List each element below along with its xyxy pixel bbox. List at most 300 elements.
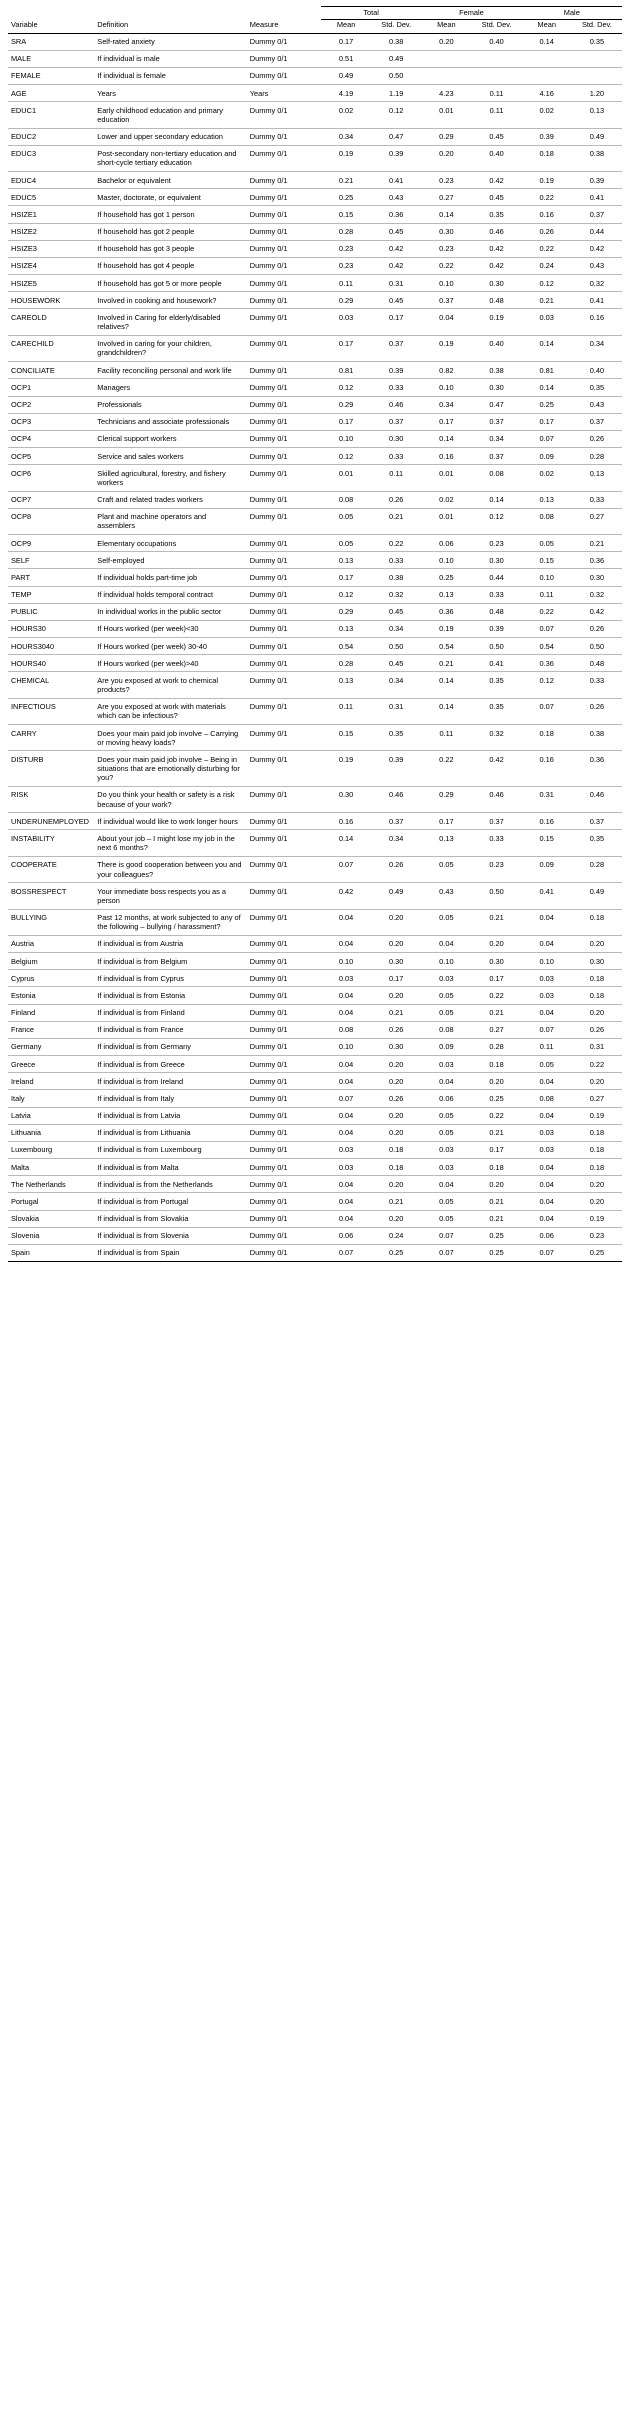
cell-female-mean: 0.14	[421, 430, 471, 447]
column-header-female-sd: Std. Dev.	[471, 20, 521, 34]
cell-male-sd: 0.32	[572, 586, 622, 603]
cell-variable: Italy	[8, 1090, 94, 1107]
cell-male-mean: 0.05	[522, 535, 572, 552]
cell-female-sd: 0.11	[471, 85, 521, 102]
cell-total-sd: 0.39	[371, 751, 421, 787]
cell-male-mean: 0.18	[522, 145, 572, 171]
cell-male-sd: 0.37	[572, 206, 622, 223]
cell-measure: Dummy 0/1	[247, 206, 321, 223]
table-row	[8, 362, 622, 379]
cell-variable: Latvia	[8, 1107, 94, 1124]
cell-total-mean: 0.07	[321, 1244, 371, 1261]
table-row	[8, 67, 622, 84]
table-row	[8, 1176, 622, 1193]
table-row	[8, 698, 622, 724]
cell-female-sd: 0.32	[471, 725, 521, 751]
cell-total-sd: 0.11	[371, 465, 421, 491]
cell-measure: Dummy 0/1	[247, 491, 321, 508]
cell-female-mean: 0.02	[421, 491, 471, 508]
cell-measure: Dummy 0/1	[247, 1227, 321, 1244]
cell-male-sd: 0.22	[572, 1056, 622, 1073]
cell-female-sd: 0.22	[471, 987, 521, 1004]
cell-total-mean: 0.02	[321, 102, 371, 128]
cell-female-sd: 0.22	[471, 1107, 521, 1124]
cell-male-sd: 0.20	[572, 1193, 622, 1210]
cell-definition: Craft and related trades workers	[94, 491, 246, 508]
cell-female-sd: 0.42	[471, 257, 521, 274]
cell-definition: In individual works in the public sector	[94, 603, 246, 620]
cell-measure: Dummy 0/1	[247, 1038, 321, 1055]
cell-variable: TEMP	[8, 586, 94, 603]
cell-variable: Luxembourg	[8, 1141, 94, 1158]
cell-male-sd: 0.39	[572, 172, 622, 189]
cell-male-mean: 0.24	[522, 257, 572, 274]
cell-total-sd: 0.36	[371, 206, 421, 223]
table-row	[8, 491, 622, 508]
cell-female-mean: 0.03	[421, 1159, 471, 1176]
cell-definition: Does your main paid job involve – Carrying or moving heavy loads?	[94, 725, 246, 751]
cell-female-sd: 0.40	[471, 33, 521, 50]
table-row	[8, 85, 622, 102]
cell-total-sd: 0.32	[371, 586, 421, 603]
cell-total-mean: 0.04	[321, 1073, 371, 1090]
cell-total-mean: 0.03	[321, 970, 371, 987]
cell-total-mean: 0.49	[321, 67, 371, 84]
cell-male-mean: 0.15	[522, 830, 572, 856]
column-header-male-sd: Std. Dev.	[572, 20, 622, 34]
cell-measure: Dummy 0/1	[247, 638, 321, 655]
cell-male-sd: 0.48	[572, 655, 622, 672]
cell-definition: If individual is from Slovakia	[94, 1210, 246, 1227]
cell-male-sd: 0.26	[572, 698, 622, 724]
cell-female-sd: 0.21	[471, 1004, 521, 1021]
cell-total-sd: 0.18	[371, 1159, 421, 1176]
cell-definition: If individual is female	[94, 67, 246, 84]
cell-variable: SRA	[8, 33, 94, 50]
table-row	[8, 102, 622, 128]
cell-female-sd: 0.38	[471, 362, 521, 379]
cell-measure: Dummy 0/1	[247, 813, 321, 830]
cell-male-sd: 0.27	[572, 1090, 622, 1107]
cell-female-mean: 0.14	[421, 206, 471, 223]
cell-female-mean: 0.10	[421, 275, 471, 292]
cell-measure: Dummy 0/1	[247, 1090, 321, 1107]
cell-definition: Do you think your health or safety is a risk because of your work?	[94, 786, 246, 812]
table-row	[8, 172, 622, 189]
cell-definition: Service and sales workers	[94, 448, 246, 465]
table-row	[8, 1021, 622, 1038]
table-row	[8, 620, 622, 637]
cell-measure: Dummy 0/1	[247, 257, 321, 274]
cell-female-mean: 4.23	[421, 85, 471, 102]
cell-female-mean: 0.05	[421, 1107, 471, 1124]
group-header-female: Female	[421, 7, 521, 20]
cell-male-mean: 0.02	[522, 102, 572, 128]
cell-total-mean: 0.04	[321, 1176, 371, 1193]
cell-measure: Dummy 0/1	[247, 508, 321, 534]
cell-male-sd: 0.34	[572, 335, 622, 361]
cell-male-sd: 0.26	[572, 620, 622, 637]
cell-total-sd: 0.26	[371, 856, 421, 882]
table-row	[8, 725, 622, 751]
cell-definition: If individual is from Malta	[94, 1159, 246, 1176]
cell-variable: Ireland	[8, 1073, 94, 1090]
cell-variable: EDUC2	[8, 128, 94, 145]
cell-variable: FEMALE	[8, 67, 94, 84]
cell-male-sd	[572, 50, 622, 67]
cell-measure: Dummy 0/1	[247, 379, 321, 396]
cell-measure: Dummy 0/1	[247, 1124, 321, 1141]
cell-definition: Plant and machine operators and assemblers	[94, 508, 246, 534]
cell-total-sd: 0.37	[371, 335, 421, 361]
cell-total-sd: 0.20	[371, 1176, 421, 1193]
cell-male-mean: 0.16	[522, 813, 572, 830]
column-header-measure: Measure	[247, 20, 321, 34]
cell-male-mean: 0.25	[522, 396, 572, 413]
cell-measure: Dummy 0/1	[247, 970, 321, 987]
cell-total-mean: 0.51	[321, 50, 371, 67]
cell-total-mean: 0.19	[321, 751, 371, 787]
cell-total-sd: 0.38	[371, 569, 421, 586]
cell-measure: Dummy 0/1	[247, 1244, 321, 1261]
column-header-definition: Definition	[94, 20, 246, 34]
cell-male-sd: 0.13	[572, 465, 622, 491]
cell-male-mean: 0.09	[522, 856, 572, 882]
cell-variable: OCP6	[8, 465, 94, 491]
cell-female-mean: 0.07	[421, 1244, 471, 1261]
cell-variable: HSIZE1	[8, 206, 94, 223]
cell-total-sd: 0.38	[371, 33, 421, 50]
cell-total-mean: 0.13	[321, 620, 371, 637]
cell-female-sd: 0.50	[471, 638, 521, 655]
cell-male-sd: 0.26	[572, 430, 622, 447]
cell-male-mean: 0.11	[522, 1038, 572, 1055]
cell-male-mean: 0.26	[522, 223, 572, 240]
cell-measure: Dummy 0/1	[247, 953, 321, 970]
cell-definition: If household has got 4 people	[94, 257, 246, 274]
cell-female-mean: 0.19	[421, 335, 471, 361]
cell-total-sd: 0.20	[371, 1210, 421, 1227]
cell-total-mean: 0.30	[321, 786, 371, 812]
cell-measure: Dummy 0/1	[247, 1193, 321, 1210]
cell-variable: France	[8, 1021, 94, 1038]
cell-definition: Lower and upper secondary education	[94, 128, 246, 145]
cell-female-mean: 0.01	[421, 465, 471, 491]
cell-measure: Dummy 0/1	[247, 698, 321, 724]
cell-definition: If household has got 2 people	[94, 223, 246, 240]
cell-definition: Professionals	[94, 396, 246, 413]
cell-male-sd: 0.16	[572, 309, 622, 335]
cell-definition: If household has got 3 people	[94, 240, 246, 257]
cell-measure: Dummy 0/1	[247, 1056, 321, 1073]
cell-total-sd: 0.20	[371, 909, 421, 935]
cell-female-sd: 0.45	[471, 128, 521, 145]
cell-total-mean: 0.10	[321, 1038, 371, 1055]
cell-total-sd: 0.20	[371, 1073, 421, 1090]
cell-female-sd: 0.37	[471, 813, 521, 830]
cell-total-mean: 0.28	[321, 223, 371, 240]
cell-variable: RISK	[8, 786, 94, 812]
cell-total-mean: 0.21	[321, 172, 371, 189]
cell-variable: BULLYING	[8, 909, 94, 935]
cell-male-sd: 0.49	[572, 883, 622, 909]
cell-male-mean: 0.41	[522, 883, 572, 909]
cell-total-sd: 0.30	[371, 430, 421, 447]
cell-variable: CAREOLD	[8, 309, 94, 335]
cell-total-sd: 0.37	[371, 813, 421, 830]
cell-definition: Are you exposed at work with materials which can be infectious?	[94, 698, 246, 724]
cell-measure: Dummy 0/1	[247, 275, 321, 292]
cell-female-sd: 0.18	[471, 1159, 521, 1176]
cell-variable: CHEMICAL	[8, 672, 94, 698]
cell-measure: Dummy 0/1	[247, 362, 321, 379]
cell-female-mean: 0.03	[421, 1056, 471, 1073]
cell-female-mean: 0.10	[421, 953, 471, 970]
cell-male-mean: 0.04	[522, 909, 572, 935]
cell-male-mean: 0.16	[522, 751, 572, 787]
cell-total-sd: 1.19	[371, 85, 421, 102]
group-header-total: Total	[321, 7, 421, 20]
cell-variable: HSIZE5	[8, 275, 94, 292]
cell-variable: HOURS30	[8, 620, 94, 637]
table-row	[8, 1056, 622, 1073]
cell-total-sd: 0.31	[371, 698, 421, 724]
cell-female-sd: 0.17	[471, 1141, 521, 1158]
cell-male-sd: 0.19	[572, 1107, 622, 1124]
cell-definition: Involved in Caring for elderly/disabled relatives?	[94, 309, 246, 335]
cell-variable: Greece	[8, 1056, 94, 1073]
table-header	[8, 7, 622, 34]
cell-female-mean: 0.14	[421, 672, 471, 698]
cell-female-sd: 0.28	[471, 1038, 521, 1055]
cell-male-mean: 0.18	[522, 725, 572, 751]
cell-male-mean: 0.05	[522, 1056, 572, 1073]
cell-male-sd: 0.37	[572, 813, 622, 830]
cell-female-sd: 0.23	[471, 856, 521, 882]
cell-female-mean: 0.05	[421, 1210, 471, 1227]
table-row	[8, 1141, 622, 1158]
cell-male-mean: 0.08	[522, 1090, 572, 1107]
cell-female-sd: 0.40	[471, 145, 521, 171]
cell-total-sd: 0.30	[371, 953, 421, 970]
cell-total-sd: 0.45	[371, 223, 421, 240]
cell-definition: If individual is from Belgium	[94, 953, 246, 970]
cell-variable: Lithuania	[8, 1124, 94, 1141]
cell-measure: Dummy 0/1	[247, 413, 321, 430]
cell-male-sd: 0.23	[572, 1227, 622, 1244]
cell-total-mean: 0.10	[321, 953, 371, 970]
cell-total-sd: 0.49	[371, 50, 421, 67]
cell-variable: HOURS40	[8, 655, 94, 672]
cell-total-mean: 0.42	[321, 883, 371, 909]
cell-variable: Portugal	[8, 1193, 94, 1210]
cell-total-sd: 0.31	[371, 275, 421, 292]
cell-male-sd: 0.32	[572, 275, 622, 292]
cell-variable: CARECHILD	[8, 335, 94, 361]
cell-definition: Years	[94, 85, 246, 102]
cell-male-mean: 0.07	[522, 698, 572, 724]
cell-male-sd	[572, 67, 622, 84]
cell-female-mean: 0.43	[421, 883, 471, 909]
cell-total-mean: 0.06	[321, 1227, 371, 1244]
cell-total-mean: 0.07	[321, 856, 371, 882]
cell-total-sd: 0.39	[371, 362, 421, 379]
cell-female-sd: 0.14	[471, 491, 521, 508]
cell-female-mean: 0.27	[421, 189, 471, 206]
cell-female-sd: 0.37	[471, 413, 521, 430]
cell-measure: Dummy 0/1	[247, 240, 321, 257]
cell-female-sd: 0.33	[471, 586, 521, 603]
cell-male-mean: 0.04	[522, 1073, 572, 1090]
cell-total-sd: 0.33	[371, 379, 421, 396]
cell-variable: EDUC1	[8, 102, 94, 128]
cell-male-sd: 0.43	[572, 396, 622, 413]
cell-male-mean: 0.09	[522, 448, 572, 465]
cell-measure: Dummy 0/1	[247, 172, 321, 189]
table-row	[8, 935, 622, 952]
cell-variable: OCP4	[8, 430, 94, 447]
cell-measure: Dummy 0/1	[247, 335, 321, 361]
cell-definition: Technicians and associate professionals	[94, 413, 246, 430]
cell-male-sd: 0.44	[572, 223, 622, 240]
cell-total-sd: 0.42	[371, 257, 421, 274]
cell-male-mean: 0.07	[522, 620, 572, 637]
cell-female-sd: 0.35	[471, 672, 521, 698]
cell-definition: If individual is from Italy	[94, 1090, 246, 1107]
cell-total-mean: 0.12	[321, 448, 371, 465]
cell-definition: If individual is from Cyprus	[94, 970, 246, 987]
cell-total-sd: 0.34	[371, 672, 421, 698]
table-row	[8, 1073, 622, 1090]
cell-male-sd: 0.18	[572, 970, 622, 987]
cell-male-mean: 0.12	[522, 275, 572, 292]
cell-female-mean: 0.05	[421, 1124, 471, 1141]
cell-total-sd: 0.26	[371, 491, 421, 508]
table-row	[8, 1193, 622, 1210]
cell-male-sd: 0.27	[572, 508, 622, 534]
cell-total-sd: 0.39	[371, 145, 421, 171]
cell-total-mean: 0.25	[321, 189, 371, 206]
cell-female-sd: 0.25	[471, 1090, 521, 1107]
cell-total-sd: 0.43	[371, 189, 421, 206]
cell-total-mean: 0.05	[321, 508, 371, 534]
cell-male-mean: 0.12	[522, 672, 572, 698]
cell-measure: Dummy 0/1	[247, 189, 321, 206]
column-header-male-mean: Mean	[522, 20, 572, 34]
cell-total-mean: 0.29	[321, 292, 371, 309]
cell-male-mean: 0.04	[522, 1004, 572, 1021]
cell-female-sd: 0.25	[471, 1244, 521, 1261]
cell-female-mean: 0.03	[421, 1141, 471, 1158]
cell-measure: Dummy 0/1	[247, 465, 321, 491]
cell-measure: Dummy 0/1	[247, 935, 321, 952]
cell-male-sd: 0.20	[572, 1176, 622, 1193]
cell-total-mean: 0.03	[321, 1141, 371, 1158]
table-row	[8, 309, 622, 335]
table-row	[8, 655, 622, 672]
cell-definition: Skilled agricultural, forestry, and fishery workers	[94, 465, 246, 491]
cell-total-mean: 0.12	[321, 379, 371, 396]
cell-definition: Facility reconciling personal and work life	[94, 362, 246, 379]
table-row	[8, 1038, 622, 1055]
cell-definition: If individual holds temporal contract	[94, 586, 246, 603]
cell-male-mean: 4.16	[522, 85, 572, 102]
cell-measure: Dummy 0/1	[247, 586, 321, 603]
cell-definition: Past 12 months, at work subjected to any of the following – bullying / harassment?	[94, 909, 246, 935]
cell-male-sd: 0.37	[572, 413, 622, 430]
group-header-blank	[8, 7, 321, 20]
group-header-male: Male	[522, 7, 622, 20]
cell-total-mean: 0.23	[321, 257, 371, 274]
cell-total-mean: 0.12	[321, 586, 371, 603]
cell-variable: CARRY	[8, 725, 94, 751]
cell-variable: HOUSEWORK	[8, 292, 94, 309]
table-row	[8, 953, 622, 970]
cell-female-sd: 0.37	[471, 448, 521, 465]
cell-variable: Germany	[8, 1038, 94, 1055]
cell-male-mean: 0.81	[522, 362, 572, 379]
cell-female-sd: 0.41	[471, 655, 521, 672]
cell-variable: MALE	[8, 50, 94, 67]
cell-definition: Elementary occupations	[94, 535, 246, 552]
cell-definition: If individual is from Slovenia	[94, 1227, 246, 1244]
cell-total-mean: 0.04	[321, 987, 371, 1004]
cell-female-sd: 0.39	[471, 620, 521, 637]
cell-male-sd: 0.18	[572, 987, 622, 1004]
table-row	[8, 856, 622, 882]
cell-definition: Involved in caring for your children, grandchildren?	[94, 335, 246, 361]
cell-definition: There is good cooperation between you and your colleagues?	[94, 856, 246, 882]
cell-definition: If individual is from Greece	[94, 1056, 246, 1073]
cell-male-sd: 0.46	[572, 786, 622, 812]
cell-female-sd: 0.11	[471, 102, 521, 128]
cell-total-sd: 0.45	[371, 655, 421, 672]
cell-male-sd: 0.42	[572, 603, 622, 620]
cell-male-sd: 0.35	[572, 379, 622, 396]
cell-definition: Clerical support workers	[94, 430, 246, 447]
cell-variable: OCP7	[8, 491, 94, 508]
cell-female-sd: 0.40	[471, 335, 521, 361]
table-row	[8, 1107, 622, 1124]
cell-male-sd: 0.43	[572, 257, 622, 274]
cell-female-mean: 0.14	[421, 698, 471, 724]
cell-male-mean: 0.14	[522, 33, 572, 50]
cell-male-mean: 0.39	[522, 128, 572, 145]
cell-male-mean: 0.10	[522, 953, 572, 970]
cell-definition: Post-secondary non-tertiary education and short-cycle tertiary education	[94, 145, 246, 171]
cell-variable: INSTABILITY	[8, 830, 94, 856]
cell-measure: Dummy 0/1	[247, 430, 321, 447]
cell-female-sd: 0.21	[471, 1193, 521, 1210]
table-row	[8, 987, 622, 1004]
cell-male-sd: 0.28	[572, 856, 622, 882]
table-row	[8, 970, 622, 987]
cell-female-mean: 0.20	[421, 33, 471, 50]
cell-female-sd: 0.30	[471, 953, 521, 970]
cell-variable: Finland	[8, 1004, 94, 1021]
cell-variable: HSIZE4	[8, 257, 94, 274]
table-row	[8, 603, 622, 620]
cell-female-sd: 0.50	[471, 883, 521, 909]
table-row	[8, 257, 622, 274]
cell-male-mean: 0.13	[522, 491, 572, 508]
cell-female-sd: 0.42	[471, 172, 521, 189]
cell-male-mean: 0.03	[522, 1141, 572, 1158]
cell-female-mean: 0.08	[421, 1021, 471, 1038]
cell-measure: Dummy 0/1	[247, 448, 321, 465]
table-row	[8, 413, 622, 430]
cell-total-mean: 0.04	[321, 1210, 371, 1227]
